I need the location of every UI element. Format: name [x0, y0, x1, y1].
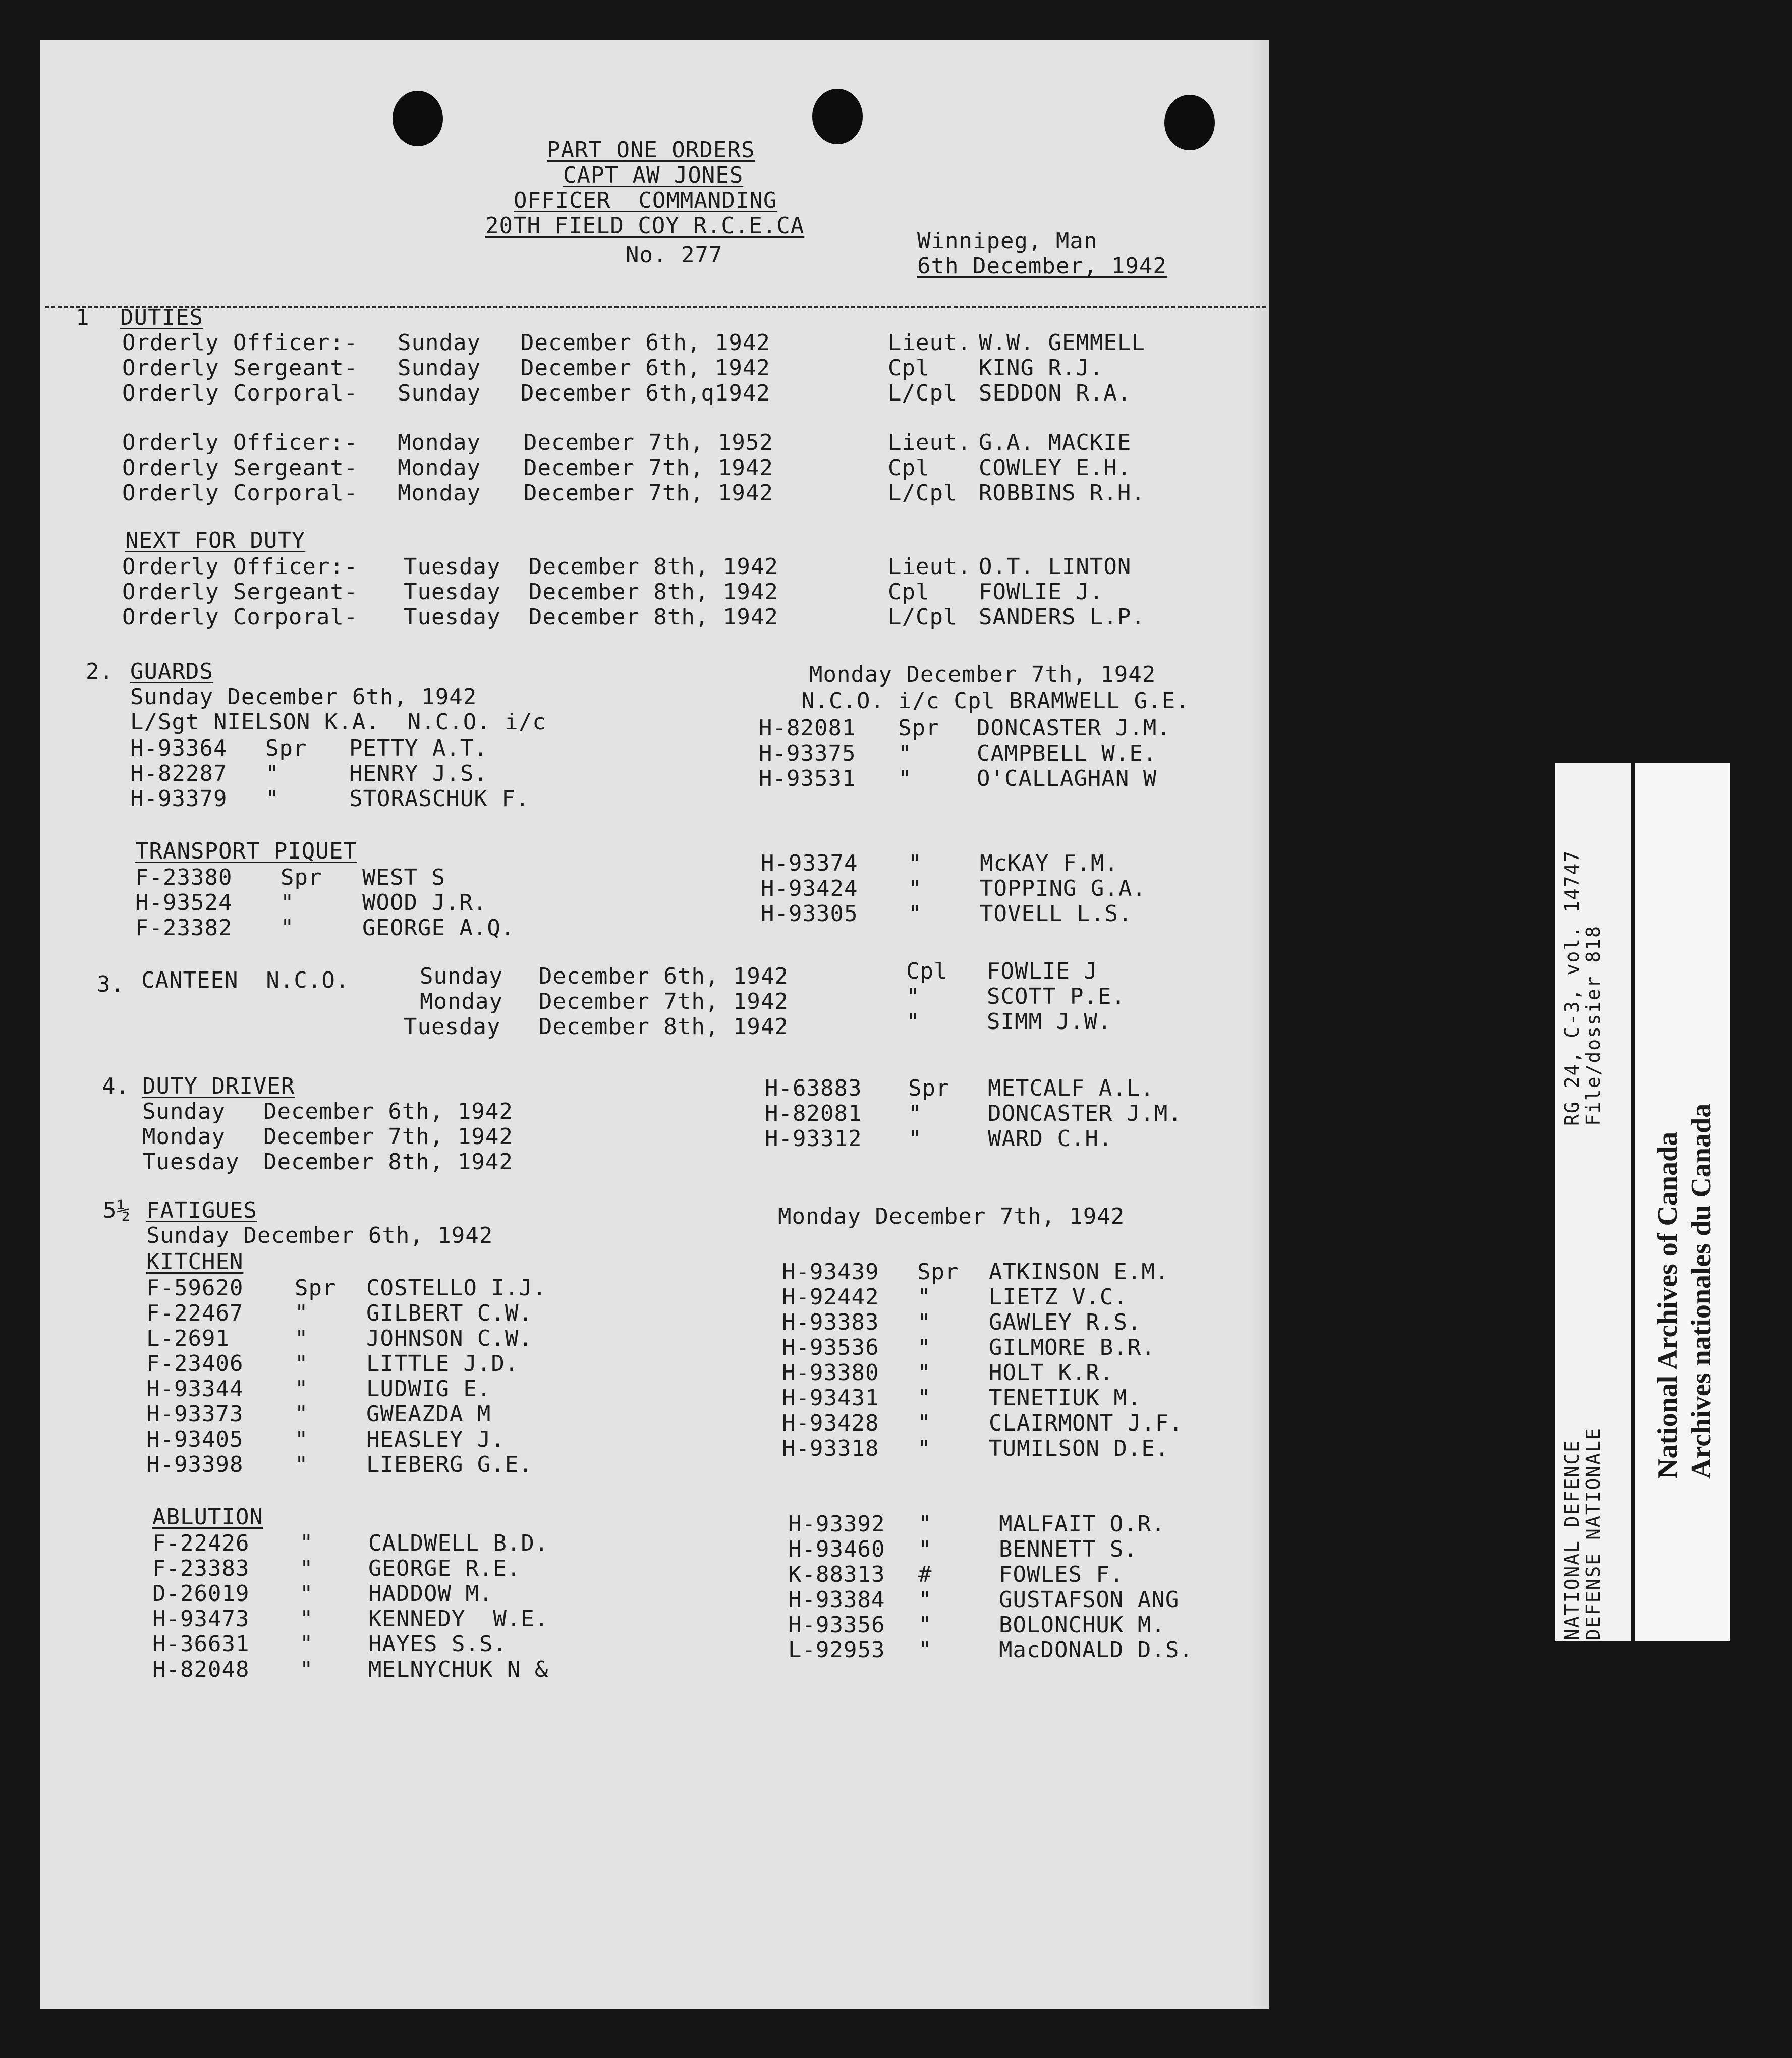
- service-number: L-2691: [146, 1326, 230, 1351]
- service-number: H-93536: [782, 1335, 879, 1360]
- service-number: H-93383: [782, 1309, 879, 1335]
- person-name: BOLONCHUK M.: [999, 1612, 1165, 1638]
- driver-date: December 6th, 1942: [263, 1099, 513, 1124]
- duty-date: December 7th, 1942: [524, 480, 773, 506]
- service-number: H-93405: [146, 1426, 244, 1452]
- document-page: [40, 40, 1269, 2009]
- person-name: ATKINSON E.M.: [989, 1259, 1169, 1285]
- rank: ": [300, 1606, 314, 1632]
- canteen-date: December 6th, 1942: [539, 963, 789, 989]
- rank: ": [295, 1326, 309, 1351]
- rank: ": [295, 1300, 309, 1326]
- canteen-day: Tuesday: [404, 1014, 501, 1040]
- canteen-name: FOWLIE J: [987, 958, 1098, 984]
- duty-rank: L/Cpl: [888, 480, 958, 506]
- duty-role: Orderly Sergeant-: [122, 355, 358, 381]
- driver-date: December 7th, 1942: [263, 1124, 513, 1150]
- rank: ": [300, 1530, 314, 1556]
- section-title-kitchen: KITCHEN: [146, 1249, 244, 1275]
- duty-date: December 7th, 1952: [524, 430, 773, 455]
- commander-title: OFFICER COMMANDING: [514, 188, 777, 213]
- duty-role: Orderly Corporal-: [122, 480, 358, 506]
- person-name: COSTELLO I.J.: [366, 1275, 547, 1301]
- person-name: STORASCHUK F.: [349, 786, 530, 812]
- canteen-day: Sunday: [420, 963, 503, 989]
- duty-date: December 8th, 1942: [529, 554, 778, 580]
- rank: #: [918, 1562, 932, 1587]
- archives-name-en: National Archives of Canada: [1652, 1131, 1684, 1479]
- punch-hole-middle: [812, 89, 863, 144]
- rank: Spr: [908, 1075, 950, 1101]
- section-title-duty-driver: DUTY DRIVER: [142, 1073, 295, 1099]
- duty-role: Orderly Officer:-: [122, 330, 358, 356]
- duty-rank: Cpl: [888, 355, 930, 381]
- person-name: MALFAIT O.R.: [999, 1511, 1165, 1537]
- rank: ": [918, 1511, 932, 1537]
- duty-name: W.W. GEMMELL: [979, 330, 1145, 356]
- service-number: K-88313: [788, 1562, 885, 1587]
- section-title-guards: GUARDS: [130, 659, 213, 684]
- duty-rank: Lieut.: [888, 330, 971, 356]
- header-divider: [45, 306, 1266, 308]
- duty-rank: Lieut.: [888, 554, 971, 580]
- rank: ": [898, 740, 912, 766]
- person-name: GEORGE A.Q.: [362, 915, 515, 941]
- canteen-name: SCOTT P.E.: [987, 984, 1126, 1009]
- person-name: HAYES S.S.: [368, 1631, 507, 1657]
- duty-date: December 7th, 1942: [524, 455, 773, 481]
- section-number: 4.: [102, 1073, 130, 1099]
- rank: ": [917, 1436, 931, 1461]
- defence-label-fr: DEFENSE NATIONALE: [1582, 1427, 1604, 1640]
- rank: Spr: [265, 735, 307, 761]
- duty-day: Tuesday: [404, 579, 501, 605]
- service-number: H-93398: [146, 1452, 244, 1477]
- rank: ": [265, 761, 279, 786]
- service-number: F-23383: [152, 1556, 250, 1581]
- person-name: METCALF A.L.: [988, 1075, 1154, 1101]
- canteen-rank: ": [906, 984, 920, 1009]
- archive-ticket-name: [1635, 763, 1730, 1641]
- service-number: H-93531: [759, 766, 856, 791]
- rank: ": [281, 915, 295, 941]
- order-title: PART ONE ORDERS: [547, 137, 755, 163]
- guard-nco-left: L/Sgt NIELSON K.A. N.C.O. i/c: [130, 709, 546, 735]
- rank: ": [917, 1410, 931, 1436]
- service-number: H-93356: [788, 1612, 885, 1638]
- service-number: H-82081: [759, 715, 856, 741]
- duty-date: December 6th, 1942: [521, 355, 770, 381]
- punch-hole-left: [393, 91, 443, 146]
- person-name: TOPPING G.A.: [980, 876, 1146, 901]
- duty-name: ROBBINS R.H.: [979, 480, 1145, 506]
- rank: ": [300, 1581, 314, 1607]
- section-number: 1: [76, 305, 90, 330]
- canteen-date: December 7th, 1942: [539, 989, 789, 1014]
- person-name: TOVELL L.S.: [980, 901, 1133, 927]
- driver-date: December 8th, 1942: [263, 1149, 513, 1175]
- person-name: HADDOW M.: [368, 1581, 493, 1607]
- service-number: H-93384: [788, 1587, 885, 1613]
- person-name: GILBERT C.W.: [366, 1300, 533, 1326]
- fatigue-date-right: Monday December 7th, 1942: [778, 1204, 1125, 1229]
- canteen-rank: ": [906, 1009, 920, 1035]
- reference-volume: RG 24, C-3, vol. 14747: [1561, 849, 1583, 1126]
- person-name: WOOD J.R.: [362, 890, 487, 916]
- order-date: 6th December, 1942: [917, 253, 1167, 279]
- rank: ": [918, 1612, 932, 1638]
- service-number: H-93318: [782, 1436, 879, 1461]
- person-name: FOWLES F.: [999, 1562, 1124, 1587]
- punch-hole-right: [1164, 95, 1215, 150]
- duty-name: SEDDON R.A.: [979, 380, 1132, 406]
- rank: ": [281, 890, 295, 916]
- duty-day: Sunday: [398, 330, 481, 356]
- duty-day: Monday: [398, 480, 481, 506]
- person-name: CLAIRMONT J.F.: [989, 1410, 1183, 1436]
- rank: ": [918, 1637, 932, 1663]
- driver-day: Tuesday: [142, 1149, 240, 1175]
- duty-name: KING R.J.: [979, 355, 1104, 381]
- duty-role: Orderly Officer:-: [122, 430, 358, 455]
- person-name: GAWLEY R.S.: [989, 1309, 1142, 1335]
- person-name: MacDONALD D.S.: [999, 1637, 1193, 1663]
- rank: ": [908, 1101, 922, 1126]
- person-name: MELNYCHUK N &: [368, 1656, 549, 1682]
- service-number: F-23380: [135, 865, 233, 890]
- person-name: GUSTAFSON ANG: [999, 1587, 1180, 1613]
- service-number: H-93380: [782, 1360, 879, 1386]
- rank: Spr: [898, 715, 940, 741]
- rank: ": [908, 1126, 922, 1152]
- duty-day: Monday: [398, 455, 481, 481]
- person-name: WEST S: [362, 865, 445, 890]
- driver-day: Sunday: [142, 1099, 226, 1124]
- rank: ": [908, 901, 922, 927]
- rank: ": [917, 1284, 931, 1310]
- rank: ": [918, 1536, 932, 1562]
- canteen-day: Monday: [420, 989, 503, 1014]
- duty-name: FOWLIE J.: [979, 579, 1104, 605]
- person-name: WARD C.H.: [988, 1126, 1113, 1152]
- person-name: GEORGE R.E.: [368, 1556, 521, 1581]
- duty-name: SANDERS L.P.: [979, 604, 1145, 630]
- duty-day: Sunday: [398, 355, 481, 381]
- service-number: H-93373: [146, 1401, 244, 1427]
- rank: ": [300, 1656, 314, 1682]
- person-name: TENETIUK M.: [989, 1385, 1142, 1411]
- person-name: TUMILSON D.E.: [989, 1436, 1169, 1461]
- person-name: CALDWELL B.D.: [368, 1530, 549, 1556]
- guard-nco-right: N.C.O. i/c Cpl BRAMWELL G.E.: [801, 688, 1190, 714]
- duty-rank: Cpl: [888, 579, 930, 605]
- duty-date: December 6th, 1942: [521, 330, 770, 356]
- page-edge-shadow: [1249, 40, 1269, 2009]
- person-name: LIETZ V.C.: [989, 1284, 1128, 1310]
- duty-role: Orderly Sergeant-: [122, 579, 358, 605]
- service-number: H-63883: [765, 1075, 862, 1101]
- rank: Spr: [281, 865, 322, 890]
- service-number: L-92953: [788, 1637, 885, 1663]
- service-number: H-93428: [782, 1410, 879, 1436]
- order-number: No. 277: [626, 242, 723, 268]
- service-number: D-26019: [152, 1581, 250, 1607]
- rank: Spr: [917, 1259, 959, 1285]
- duty-day: Tuesday: [404, 604, 501, 630]
- canteen-rank: Cpl: [906, 958, 948, 984]
- service-number: H-93431: [782, 1385, 879, 1411]
- service-number: H-92442: [782, 1284, 879, 1310]
- duty-rank: L/Cpl: [888, 380, 958, 406]
- defence-label: NATIONAL DEFENCE: [1561, 1439, 1583, 1640]
- duty-date: December 6th,q1942: [521, 380, 770, 406]
- rank: ": [898, 766, 912, 791]
- service-number: H-93344: [146, 1376, 244, 1402]
- person-name: JOHNSON C.W.: [366, 1326, 533, 1351]
- section-number: 3.: [97, 971, 125, 997]
- duty-name: COWLEY E.H.: [979, 455, 1132, 481]
- service-number: F-23406: [146, 1351, 244, 1377]
- person-name: LIEBERG G.E.: [366, 1452, 533, 1477]
- service-number: H-93305: [761, 901, 858, 927]
- duty-role: Orderly Sergeant-: [122, 455, 358, 481]
- rank: ": [265, 786, 279, 812]
- canteen-date: December 8th, 1942: [539, 1014, 789, 1040]
- rank: ": [918, 1587, 932, 1613]
- guard-date-right: Monday December 7th, 1942: [809, 662, 1156, 688]
- service-number: H-93374: [761, 850, 858, 876]
- rank: ": [917, 1360, 931, 1386]
- rank: ": [300, 1631, 314, 1657]
- person-name: CAMPBELL W.E.: [977, 740, 1157, 766]
- service-number: H-82048: [152, 1656, 250, 1682]
- guard-date-left: Sunday December 6th, 1942: [130, 684, 477, 710]
- person-name: HOLT K.R.: [989, 1360, 1114, 1386]
- driver-day: Monday: [142, 1124, 226, 1150]
- person-name: DONCASTER J.M.: [977, 715, 1171, 741]
- person-name: PETTY A.T.: [349, 735, 488, 761]
- service-number: H-82081: [765, 1101, 862, 1126]
- person-name: HEASLEY J.: [366, 1426, 505, 1452]
- archive-ticket-reference: [1555, 763, 1631, 1641]
- person-name: KENNEDY W.E.: [368, 1606, 549, 1632]
- service-number: H-93439: [782, 1259, 879, 1285]
- duty-date: December 8th, 1942: [529, 579, 778, 605]
- service-number: H-93379: [130, 786, 228, 812]
- duty-rank: Cpl: [888, 455, 930, 481]
- service-number: F-59620: [146, 1275, 244, 1301]
- rank: ": [917, 1335, 931, 1360]
- rank: ": [295, 1376, 309, 1402]
- service-number: F-23382: [135, 915, 233, 941]
- section-title-duties: DUTIES: [120, 305, 203, 330]
- rank: ": [295, 1452, 309, 1477]
- service-number: H-93460: [788, 1536, 885, 1562]
- duty-date: December 8th, 1942: [529, 604, 778, 630]
- rank: Spr: [295, 1275, 337, 1301]
- duty-day: Sunday: [398, 380, 481, 406]
- service-number: H-93524: [135, 890, 233, 916]
- duty-name: O.T. LINTON: [979, 554, 1132, 580]
- order-place: Winnipeg, Man: [917, 228, 1098, 254]
- rank: ": [908, 876, 922, 901]
- reference-file: File/dossier 818: [1582, 925, 1604, 1126]
- duty-role: Orderly Corporal-: [122, 604, 358, 630]
- person-name: BENNETT S.: [999, 1536, 1138, 1562]
- person-name: GILMORE B.R.: [989, 1335, 1155, 1360]
- person-name: DONCASTER J.M.: [988, 1101, 1182, 1126]
- section-number: 2.: [86, 659, 114, 684]
- service-number: H-93424: [761, 876, 858, 901]
- canteen-name: SIMM J.W.: [987, 1009, 1112, 1035]
- section-title-transport-piquet: TRANSPORT PIQUET: [135, 838, 357, 864]
- rank: ": [908, 850, 922, 876]
- duty-rank: Lieut.: [888, 430, 971, 455]
- person-name: LUDWIG E.: [366, 1376, 491, 1402]
- commander-name: CAPT AW JONES: [563, 162, 744, 188]
- person-name: LITTLE J.D.: [366, 1351, 519, 1377]
- rank: ": [917, 1309, 931, 1335]
- service-number: H-93375: [759, 740, 856, 766]
- duty-day: Tuesday: [404, 554, 501, 580]
- person-name: McKAY F.M.: [980, 850, 1118, 876]
- duty-day: Monday: [398, 430, 481, 455]
- service-number: F-22426: [152, 1530, 250, 1556]
- service-number: H-93364: [130, 735, 228, 761]
- unit-name: 20TH FIELD COY R.C.E.CA: [485, 213, 805, 239]
- rank: ": [295, 1426, 309, 1452]
- service-number: H-93312: [765, 1126, 862, 1152]
- person-name: GWEAZDA M: [366, 1401, 491, 1427]
- service-number: H-93473: [152, 1606, 250, 1632]
- service-number: F-22467: [146, 1300, 244, 1326]
- section-number: 5½: [103, 1197, 131, 1223]
- service-number: H-93392: [788, 1511, 885, 1537]
- duty-role: Orderly Officer:-: [122, 554, 358, 580]
- rank: ": [295, 1401, 309, 1427]
- archives-name-fr: Archives nationales du Canada: [1686, 1103, 1717, 1479]
- service-number: H-82287: [130, 761, 228, 786]
- duty-rank: L/Cpl: [888, 604, 958, 630]
- fatigue-date-left: Sunday December 6th, 1942: [146, 1223, 493, 1248]
- person-name: HENRY J.S.: [349, 761, 488, 786]
- person-name: O'CALLAGHAN W: [977, 766, 1157, 791]
- section-title-canteen: CANTEEN N.C.O.: [141, 967, 350, 993]
- section-title-next-for-duty: NEXT FOR DUTY: [125, 528, 306, 553]
- rank: ": [917, 1385, 931, 1411]
- rank: ": [295, 1351, 309, 1377]
- section-title-fatigues: FATIGUES: [146, 1197, 257, 1223]
- section-title-ablution: ABLUTION: [152, 1504, 263, 1530]
- service-number: H-36631: [152, 1631, 250, 1657]
- duty-role: Orderly Corporal-: [122, 380, 358, 406]
- duty-name: G.A. MACKIE: [979, 430, 1132, 455]
- rank: ": [300, 1556, 314, 1581]
